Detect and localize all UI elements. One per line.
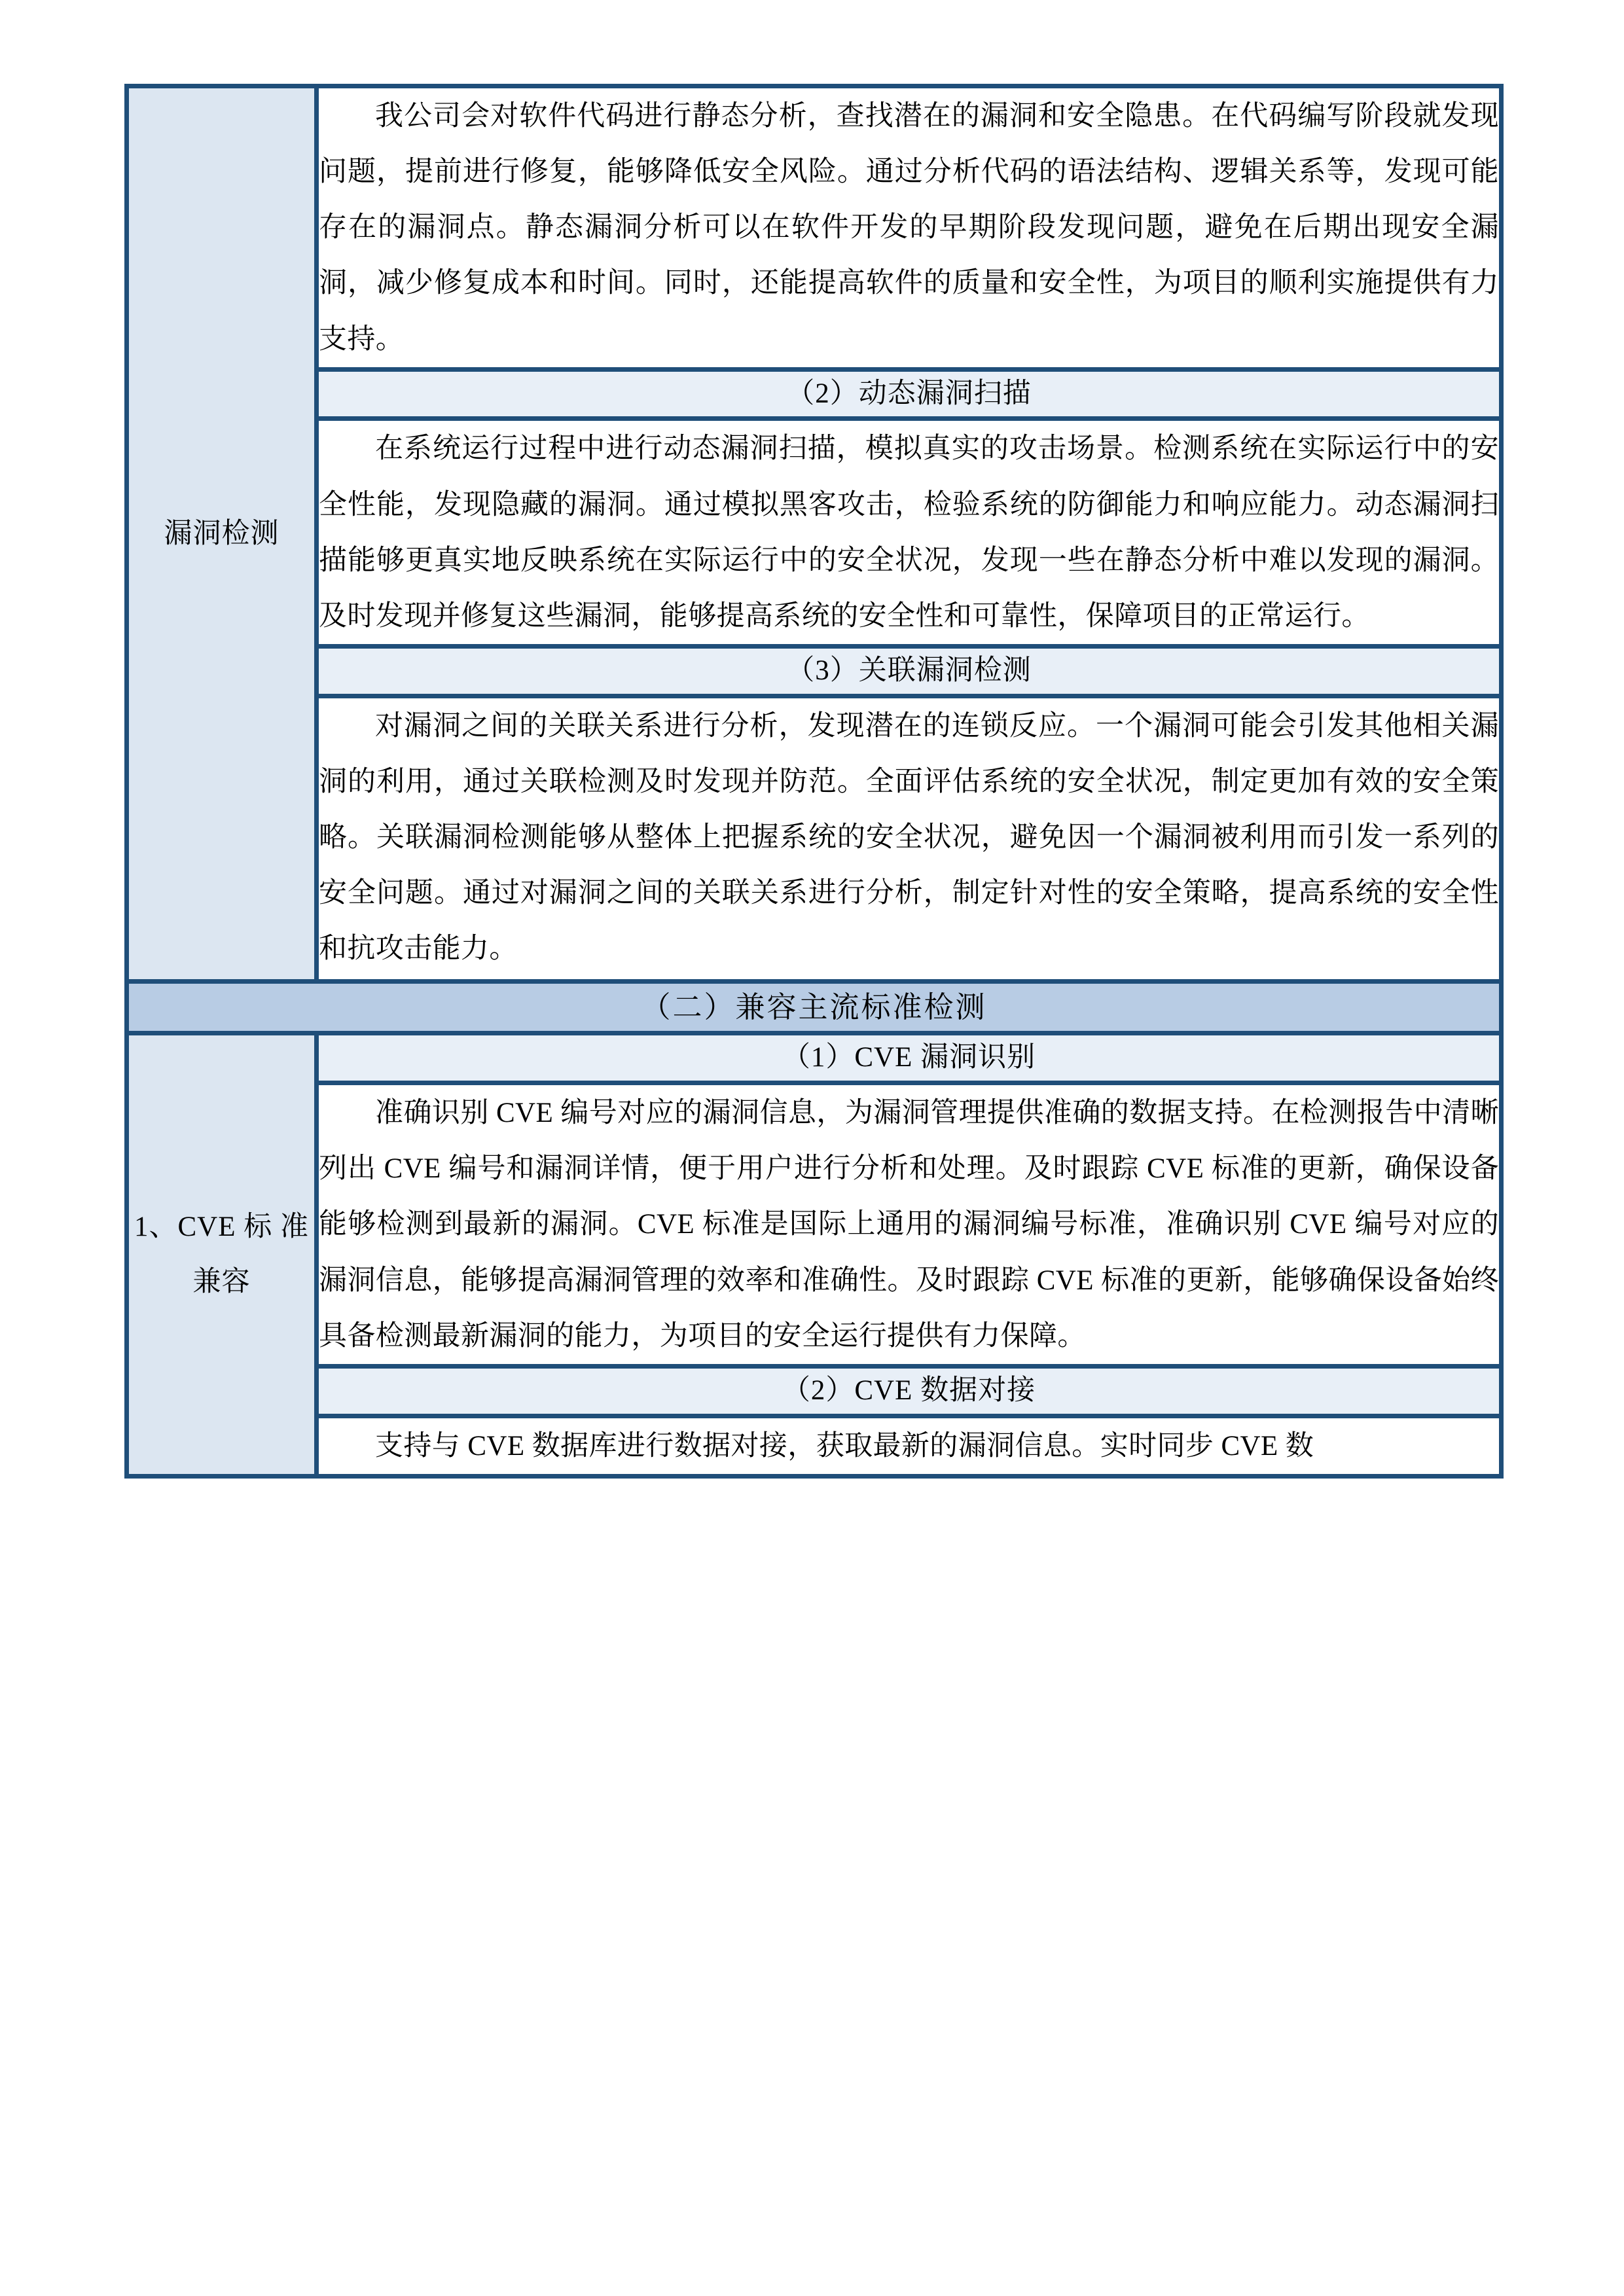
cell-cve-data-interface-paragraph [317,1416,1502,1476]
table-row [127,646,1502,696]
cell-cve-identify-heading [317,1033,1502,1083]
table-row [127,982,1502,1033]
table-row [127,1366,1502,1416]
paragraph-trailing-space [319,977,1499,979]
cell-section-two-header [127,982,1502,1033]
heading-cve-vulnerability-identification: （1）CVE 漏洞识别 [782,1042,1036,1073]
cell-static-analysis-paragraph [317,86,1502,370]
content-table [124,84,1504,1479]
cell-dynamic-scan-heading [317,369,1502,419]
paragraph-correlation-vulnerability-detection: 对漏洞之间的关联关系进行分析，发现潜在的连锁反应。一个漏洞可能会引发其他相关漏洞的利用，通过关联检测及时发现并防范。全面评估系统的安全状况，制定更加有效的安全策略。关联漏洞检测能够从整体上把握系统的安全状况，避免因一个漏洞被利用而引发一系列的安全问题。通过对漏洞之间的关联关系进行分析，制定针对性的安全策略，提高系统的安全性和抗攻击能力。 [319,710,1499,965]
table-row [127,696,1502,982]
heading-cve-data-interface: （2）CVE 数据对接 [782,1374,1036,1406]
table-row [127,86,1502,370]
cell-cve-identify-paragraph [317,1083,1502,1367]
heading-correlation-vulnerability-detection: （3）关联漏洞检测 [786,655,1032,686]
cell-dynamic-scan-paragraph [317,419,1502,647]
cell-correlation-detection-paragraph [317,696,1502,982]
paragraph-cve-vulnerability-identification: 准确识别 CVE 编号对应的漏洞信息，为漏洞管理提供准确的数据支持。在检测报告中清晰列出 CVE 编号和漏洞详情，便于用户进行分析和处理。及时跟踪 CVE 标准的更新，确保设备能够检测到最新的漏洞。CVE 标准是国际上通用的漏洞编号标准，准确识别 CVE 编号对应的漏洞信息，能够提高漏洞管理的效率和准确性。及时跟踪 CVE 标准的更新，能够确保设备始终具备检测最新漏洞的能力，为项目的安全运行提供有力保障。 [319,1098,1499,1352]
paragraph-cve-data-interface: 支持与 CVE 数据库进行数据对接，获取最新的漏洞信息。实时同步 CVE 数 [375,1430,1314,1462]
paragraph-dynamic-vulnerability-scan: 在系统运行过程中进行动态漏洞扫描，模拟真实的攻击场景。检测系统在实际运行中的安全性能，发现隐藏的漏洞。通过模拟黑客攻击，检验系统的防御能力和响应能力。动态漏洞扫描能够更真实地反映系统在实际运行中的安全状况，发现一些在静态分析中难以发现的漏洞。及时发现并修复这些漏洞，能够提高系统的安全性和可靠性，保障项目的正常运行。 [319,433,1499,632]
table-row [127,1416,1502,1476]
table-row [127,419,1502,647]
cell-correlation-detection-heading [317,646,1502,696]
row-label-vulnerability-detection: 漏洞检测 [127,86,317,982]
heading-dynamic-vulnerability-scan: （2）动态漏洞扫描 [786,378,1032,409]
table-row [127,1033,1502,1083]
cell-cve-data-interface-heading [317,1366,1502,1416]
row-label-cve-standard-compatibility: 1、CVE 标 准兼容 [127,1033,317,1476]
table-row [127,1083,1502,1367]
table-row [127,369,1502,419]
paragraph-static-analysis: 我公司会对软件代码进行静态分析，查找潜在的漏洞和安全隐患。在代码编写阶段就发现问题，提前进行修复，能够降低安全风险。通过分析代码的语法结构、逻辑关系等，发现可能存在的漏洞点。静态漏洞分析可以在软件开发的早期阶段发现问题，避免在后期出现安全漏洞，减少修复成本和时间。同时，还能提高软件的质量和安全性，为项目的顺利实施提供有力支持。 [319,101,1499,355]
heading-section-two: （二）兼容主流标准检测 [641,991,987,1024]
